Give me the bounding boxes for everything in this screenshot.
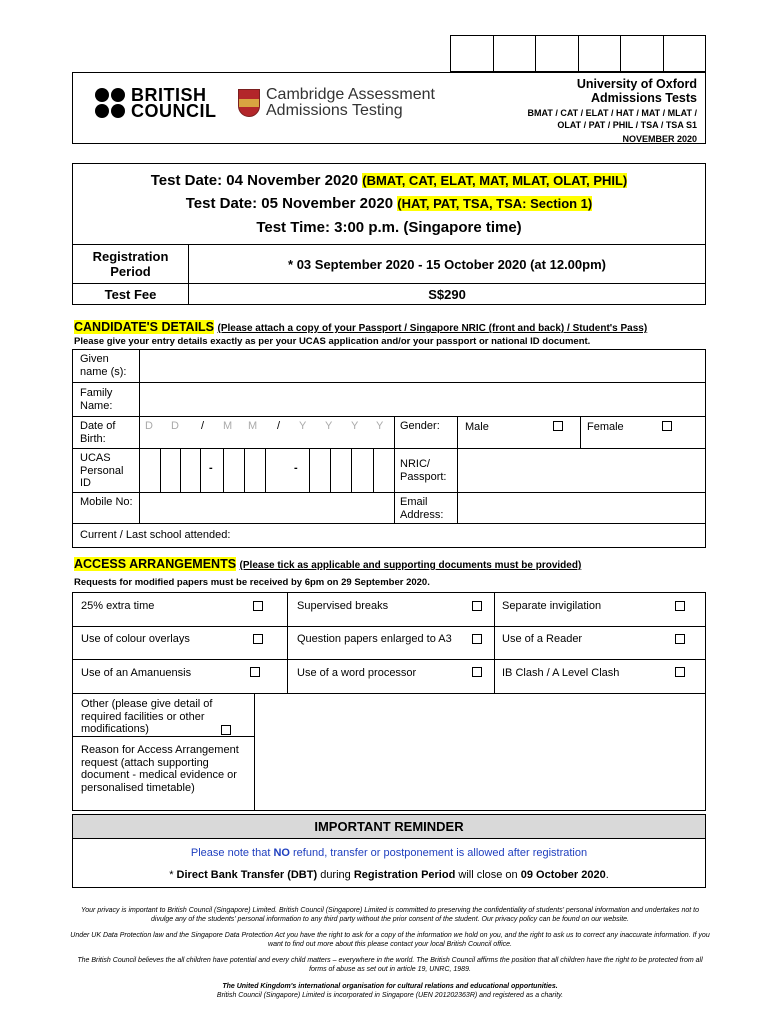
access-note: Requests for modified papers must be received by 6pm on 29 September 2020. — [74, 577, 430, 588]
bc-logo-line1: BRITISH — [131, 85, 207, 105]
reminder-title: IMPORTANT REMINDER — [73, 815, 705, 839]
dob-year-box[interactable]: Y — [325, 420, 333, 432]
family-name-label: Family Name: — [80, 387, 113, 412]
session-label: NOVEMBER 2020 — [622, 134, 697, 144]
tests-list-line2: OLAT / PAT / PHIL / TSA / TSA S1 — [557, 120, 697, 130]
option-colour-overlays-checkbox[interactable] — [253, 634, 263, 644]
family-name-row — [73, 383, 705, 417]
test-date1-text: Test Date: 04 November 2020 — [150, 172, 359, 189]
dob-year-box[interactable]: Y — [299, 420, 307, 432]
dob-day-box[interactable]: D — [145, 420, 153, 432]
candidate-heading-note: (Please attach a copy of your Passport / Singapore NRIC (front and back) / Student's Pass) — [217, 323, 648, 334]
reminder-line2 — [73, 869, 705, 881]
option-ib-clash-label: IB Clash / A Level Clash — [502, 667, 620, 679]
footer-privacy: Your privacy is important to British Council (Singapore) Limited. British Council (Singapore) Limited is committed to preserving the confidentiality of students' personal information and undertakes not to divulge any of the students' personal information to any third party without the prior consent of the student. Our privacy policy can be found on our website. — [80, 907, 700, 923]
dob-separator: / — [277, 420, 281, 432]
tests-list-line1: BMAT / CAT / ELAT / HAT / MAT / MLAT / — [527, 108, 697, 118]
id-box[interactable] — [664, 36, 706, 71]
header-title-block — [528, 77, 697, 145]
test-time: Test Time: 3:00 p.m. (Singapore time) — [256, 219, 522, 236]
registration-period-label: Registration Period — [73, 245, 189, 283]
option-separate-invigilation-checkbox[interactable] — [675, 601, 685, 611]
bc-logo-line2: COUNCIL — [131, 101, 217, 121]
dob-label: Date of Birth: — [80, 420, 116, 445]
option-word-processor-checkbox[interactable] — [472, 667, 482, 677]
test-fee-row — [73, 284, 705, 305]
reminder-line2-g: . — [605, 869, 609, 881]
mobile-field[interactable] — [140, 493, 394, 523]
reminder-line2-f: 09 October 2020 — [520, 869, 606, 881]
id-box[interactable] — [494, 36, 537, 71]
ucas-id-field[interactable] — [140, 449, 394, 492]
test-fee-value: S$290 — [428, 287, 466, 302]
nric-label: NRIC/ Passport: — [400, 458, 447, 483]
reminder-line1-c: refund, transfer or postponement is allowed after registration — [289, 847, 588, 859]
nric-field[interactable] — [458, 449, 705, 492]
other-reason-field[interactable] — [255, 694, 705, 810]
gender-male-checkbox[interactable] — [553, 421, 563, 431]
option-word-processor-label: Use of a word processor — [297, 667, 417, 679]
email-label: Email Address: — [400, 496, 444, 521]
test-date1-tests: (BMAT, CAT, ELAT, MAT, MLAT, OLAT, PHIL) — [362, 173, 628, 188]
header-title-line1: University of Oxford — [576, 77, 697, 91]
access-arrangements-table — [72, 592, 706, 811]
other-arrangements-label: Other (please give detail of required facilities or other modifications) — [81, 698, 213, 735]
option-extra-time-label: 25% extra time — [81, 600, 155, 612]
cambridge-assessment-logo — [238, 87, 435, 119]
test-date2-text: Test Date: 05 November 2020 — [185, 195, 394, 212]
option-ib-clash-checkbox[interactable] — [675, 667, 685, 677]
british-council-logo — [95, 87, 217, 119]
reminder-line2-d: Registration Period — [353, 869, 456, 881]
option-supervised-breaks-label: Supervised breaks — [297, 600, 389, 612]
option-separate-invigilation-label: Separate invigilation — [502, 600, 602, 612]
reminder-line2-e: will close on — [455, 869, 521, 881]
british-council-dots-icon — [95, 88, 125, 118]
cam-logo-line1: Cambridge Assessment — [266, 86, 435, 103]
mobile-row — [73, 493, 705, 524]
gender-female-label: Female — [587, 421, 624, 433]
access-arrangements-heading — [74, 557, 581, 571]
test-date-line1 — [73, 172, 705, 189]
option-enlarged-a3-label: Question papers enlarged to A3 — [297, 633, 452, 645]
footer-data-protection: Under UK Data Protection law and the Singapore Data Protection Act you have the right to ask for a copy of the information we hold on you, and the right to ask us to correct any inaccurate information. If you want to find out more about this please contact your local British Council office. — [70, 932, 710, 948]
reminder-line2-a: * — [169, 869, 177, 881]
id-box[interactable] — [621, 36, 664, 71]
option-amanuensis-label: Use of an Amanuensis — [81, 667, 192, 679]
id-box[interactable] — [536, 36, 579, 71]
form-header — [72, 72, 706, 144]
ucas-label: UCAS Personal ID — [80, 452, 124, 489]
footer-org-tagline: The United Kingdom's international organisation for cultural relations and educational opportunities. — [222, 983, 558, 990]
header-title-line2: Admissions Tests — [590, 91, 697, 105]
given-name-label: Given name (s): — [80, 353, 127, 378]
school-label: Current / Last school attended: — [80, 529, 231, 541]
given-name-field[interactable] — [140, 350, 705, 382]
dob-month-box[interactable]: M — [248, 420, 258, 432]
candidate-instruction: Please give your entry details exactly as per your UCAS application and/or your passport or national ID document. — [74, 336, 591, 347]
family-name-field[interactable] — [140, 383, 705, 416]
gender-male-label: Male — [465, 421, 489, 433]
id-box[interactable] — [579, 36, 622, 71]
access-heading-text: ACCESS ARRANGEMENTS — [74, 557, 237, 571]
dob-month-box[interactable]: M — [223, 420, 233, 432]
reminder-line1-b: NO — [273, 847, 290, 859]
test-fee-label: Test Fee — [73, 284, 189, 305]
cambridge-shield-icon — [238, 89, 260, 117]
school-row[interactable] — [73, 524, 705, 548]
option-reader-label: Use of a Reader — [502, 633, 583, 645]
option-supervised-breaks-checkbox[interactable] — [472, 601, 482, 611]
reason-label: Reason for Access Arrangement request (attach supporting document - medical evidence or personalised timetable) — [81, 744, 239, 794]
reminder-line2-b: Direct Bank Transfer (DBT) — [176, 869, 318, 881]
dob-separator: / — [201, 420, 205, 432]
candidate-heading-text: CANDIDATE'S DETAILS — [74, 320, 215, 334]
option-amanuensis-checkbox[interactable] — [250, 667, 260, 677]
candidate-details-heading — [74, 320, 647, 334]
given-name-row — [73, 350, 705, 383]
footer-registration: British Council (Singapore) Limited is incorporated in Singapore (UEN 201202363R) and registered as a charity. — [216, 992, 564, 999]
dob-year-box[interactable]: Y — [376, 420, 384, 432]
reminder-line2-c: during — [317, 869, 354, 881]
access-heading-note: (Please tick as applicable and supporting documents must be provided) — [239, 560, 582, 571]
dob-year-box[interactable]: Y — [351, 420, 359, 432]
option-enlarged-a3-checkbox[interactable] — [472, 634, 482, 644]
mobile-label: Mobile No: — [80, 496, 133, 508]
dob-day-box[interactable]: D — [171, 420, 179, 432]
ucas-dash: - — [294, 462, 298, 474]
option-reader-checkbox[interactable] — [675, 634, 685, 644]
test-date-line2 — [73, 195, 705, 212]
footer-child-protection: The British Council believes the all children have potential and every child matters – everywhere in the world. The British Council affirms the position that all children have the right to be protected from all forms of abuse as set out in article 19, UNRC, 1989. — [77, 957, 703, 973]
registration-period-value: * 03 September 2020 - 15 October 2020 (at 12.00pm) — [288, 256, 606, 272]
candidate-number-boxes[interactable] — [450, 35, 706, 72]
gender-female-checkbox[interactable] — [662, 421, 672, 431]
other-arrangements-checkbox[interactable] — [221, 725, 231, 735]
cam-logo-line2: Admissions Testing — [266, 102, 403, 119]
important-reminder-box — [72, 814, 706, 888]
dob-row — [73, 417, 705, 449]
reminder-line1 — [73, 847, 705, 859]
ucas-dash: - — [209, 462, 213, 474]
option-extra-time-checkbox[interactable] — [253, 601, 263, 611]
gender-label: Gender: — [400, 420, 440, 432]
email-field[interactable] — [458, 493, 705, 523]
test-date2-tests: (HAT, PAT, TSA, TSA: Section 1) — [397, 196, 593, 211]
ucas-row — [73, 449, 705, 493]
candidate-details-table — [72, 349, 706, 548]
registration-period-row — [73, 244, 705, 284]
id-box[interactable] — [451, 36, 494, 71]
option-colour-overlays-label: Use of colour overlays — [81, 633, 190, 645]
test-dates-box — [72, 163, 706, 305]
reminder-line1-a: Please note that — [190, 847, 274, 859]
